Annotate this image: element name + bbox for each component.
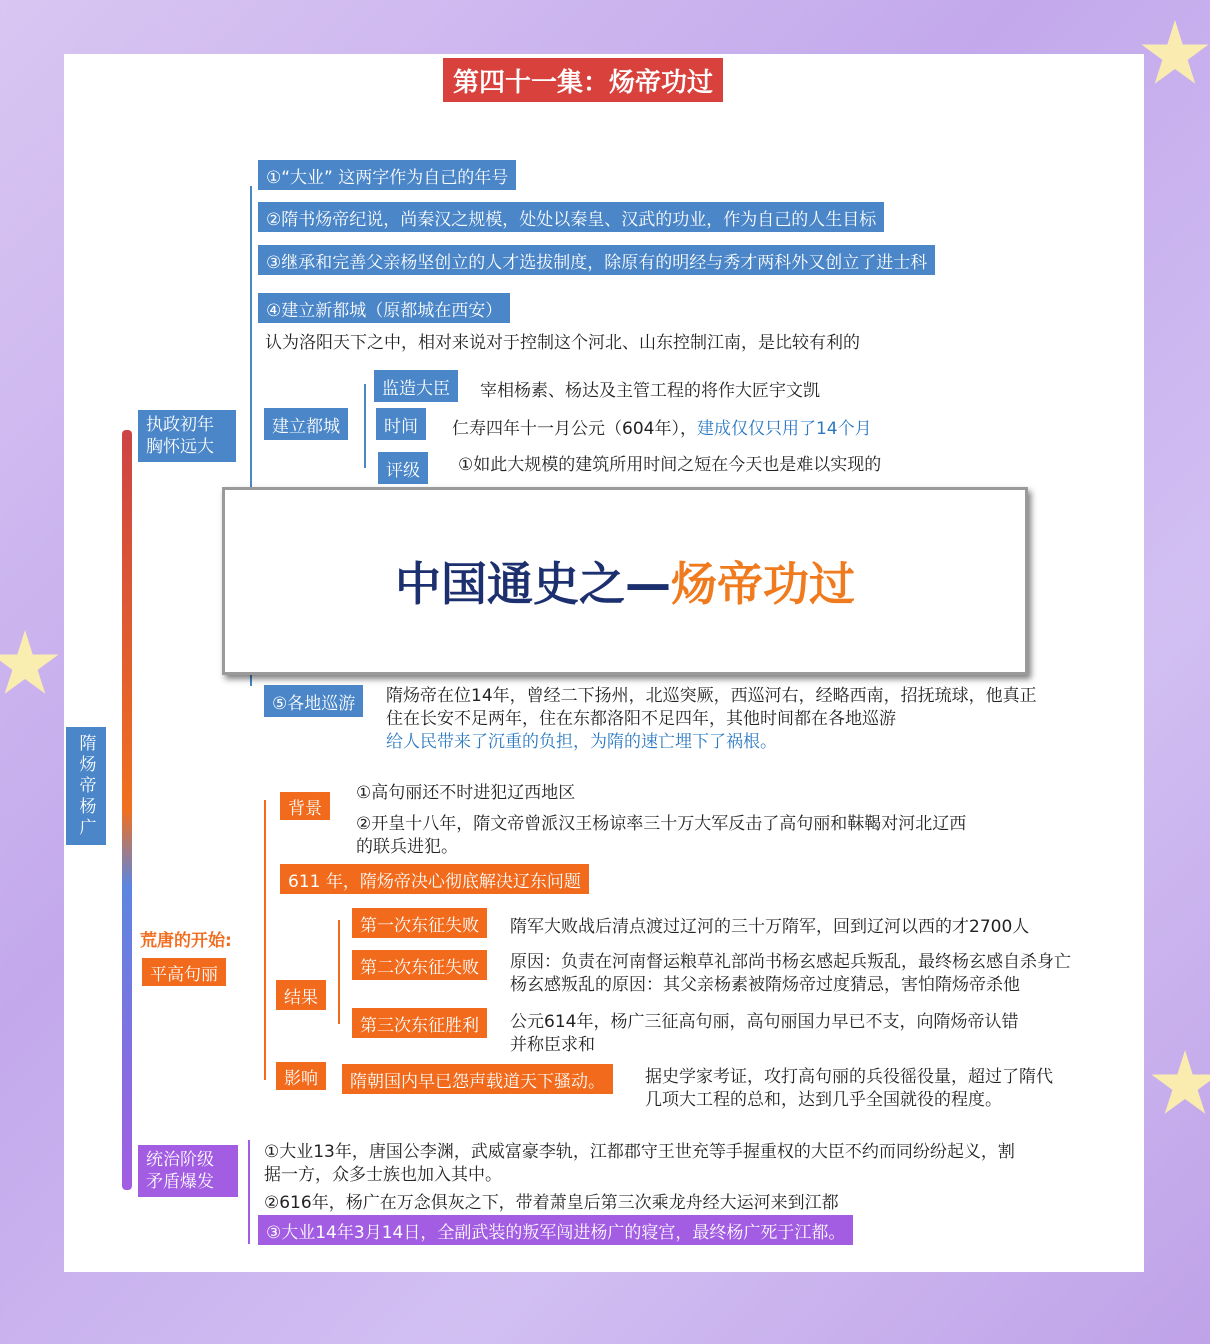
result-1-label: 第一次东征失败 [352, 908, 487, 938]
impact-text-1: 据史学家考证，攻打高句丽的兵役徭役量，超过了隋代 [645, 1067, 1053, 1087]
tour-text-1: 隋炀帝在位14年，曾经二下扬州，北巡突厥，西巡河右，经略西南，招抚琉球，他真正 [386, 686, 1037, 706]
time-text: 仁寿四年十一月公元（604年），建成仅仅只用了14个月 [452, 419, 872, 439]
section2-node-sub: 平高句丽 [142, 958, 226, 986]
eval-label: 评级 [378, 452, 428, 484]
item-4-note: 认为洛阳天下之中，相对来说对于控制这个河北、山东控制江南，是比较有利的 [265, 333, 860, 353]
impact-text-2: 几项大工程的总和，达到几乎全国就役的程度。 [645, 1090, 1002, 1110]
impact-box: 隋朝国内早已怨声载道天下骚动。 [342, 1064, 613, 1094]
result-2-text-2: 杨玄感叛乱的原因：其父亲杨素被隋炀帝过度猜忌，害怕隋炀帝杀他 [510, 975, 1020, 995]
result-3-text-2: 并称臣求和 [510, 1035, 595, 1055]
supervisor-text: 宰相杨素、杨达及主管工程的将作大匠宇文凯 [480, 381, 820, 401]
overlay-banner: 中国通史之— 炀帝功过 [222, 487, 1028, 675]
item-3: ③继承和完善父亲杨坚创立的人才选拔制度，除原有的明经与秀才两科外又创立了进士科 [258, 245, 935, 275]
section3-node: 统治阶级矛盾爆发 [138, 1145, 238, 1197]
root-node: 隋炀帝杨广 [66, 727, 106, 845]
background-text-1: ①高句丽还不时进犯辽西地区 [356, 783, 576, 803]
supervisor-label: 监造大臣 [374, 370, 458, 402]
decision-node: 611 年，隋炀帝决心彻底解决辽东问题 [280, 864, 589, 894]
tour-node: ⑤各地巡游 [264, 685, 363, 717]
result-2-label: 第二次东征失败 [352, 950, 487, 980]
time-label: 时间 [376, 408, 426, 440]
impact-node: 影响 [276, 1062, 326, 1090]
result-2-text-1: 原因：负责在河南督运粮草礼部尚书杨玄感起兵叛乱，最终杨玄感自杀身亡 [510, 952, 1071, 972]
result-3-text-1: 公元614年，杨广三征高句丽，高句丽国力早已不支，向隋炀帝认错 [510, 1012, 1019, 1032]
section2-node: 荒唐的开始: [140, 930, 232, 951]
eval-text-1: ①如此大规模的建筑所用时间之短在今天也是难以实现的 [458, 455, 882, 475]
background-text-2: ②开皇十八年，隋文帝曾派汉王杨谅率三十万大军反击了高句丽和靺鞨对河北辽西 [356, 814, 967, 834]
star-decoration [0, 630, 60, 700]
result-1-text: 隋军大败战后清点渡过辽河的三十万隋军，回到辽河以西的才2700人 [510, 917, 1030, 937]
result-3-label: 第三次东征胜利 [352, 1008, 487, 1038]
section3-text-1b: 据一方，众多士族也加入其中。 [264, 1165, 502, 1185]
item-2: ②隋书炀帝纪说，尚秦汉之规模，处处以秦皇、汉武的功业，作为自己的人生目标 [258, 202, 884, 232]
section3-item-3: ③大业14年3月14日，全副武装的叛军闯进杨广的寝宫，最终杨广死于江都。 [258, 1215, 853, 1245]
tour-text-2: 住在长安不足两年，住在东都洛阳不足四年，其他时间都在各地巡游 [386, 709, 896, 729]
capital-node: 建立都城 [264, 408, 348, 440]
section1-node: 执政初年胸怀远大 [138, 410, 236, 462]
star-decoration [1140, 20, 1210, 90]
item-4: ④建立新都城（原都城在西安） [258, 293, 510, 323]
tour-text-3: 给人民带来了沉重的负担，为隋的速亡埋下了祸根。 [386, 732, 777, 752]
background-node: 背景 [280, 792, 330, 820]
result-node: 结果 [276, 980, 326, 1010]
page-title: 第四十一集：炀帝功过 [443, 58, 723, 102]
item-1: ①“大业” 这两字作为自己的年号 [258, 160, 516, 190]
background-text-3: 的联兵进犯。 [356, 837, 458, 857]
section3-text-1a: ①大业13年，唐国公李渊，武威富豪李轨，江都郡守王世充等手握重权的大臣不约而同纷纷起义，割 [264, 1142, 1015, 1162]
star-decoration [1150, 1050, 1210, 1120]
section3-text-2: ②616年，杨广在万念俱灰之下，带着萧皇后第三次乘龙舟经大运河来到江都 [264, 1193, 839, 1213]
